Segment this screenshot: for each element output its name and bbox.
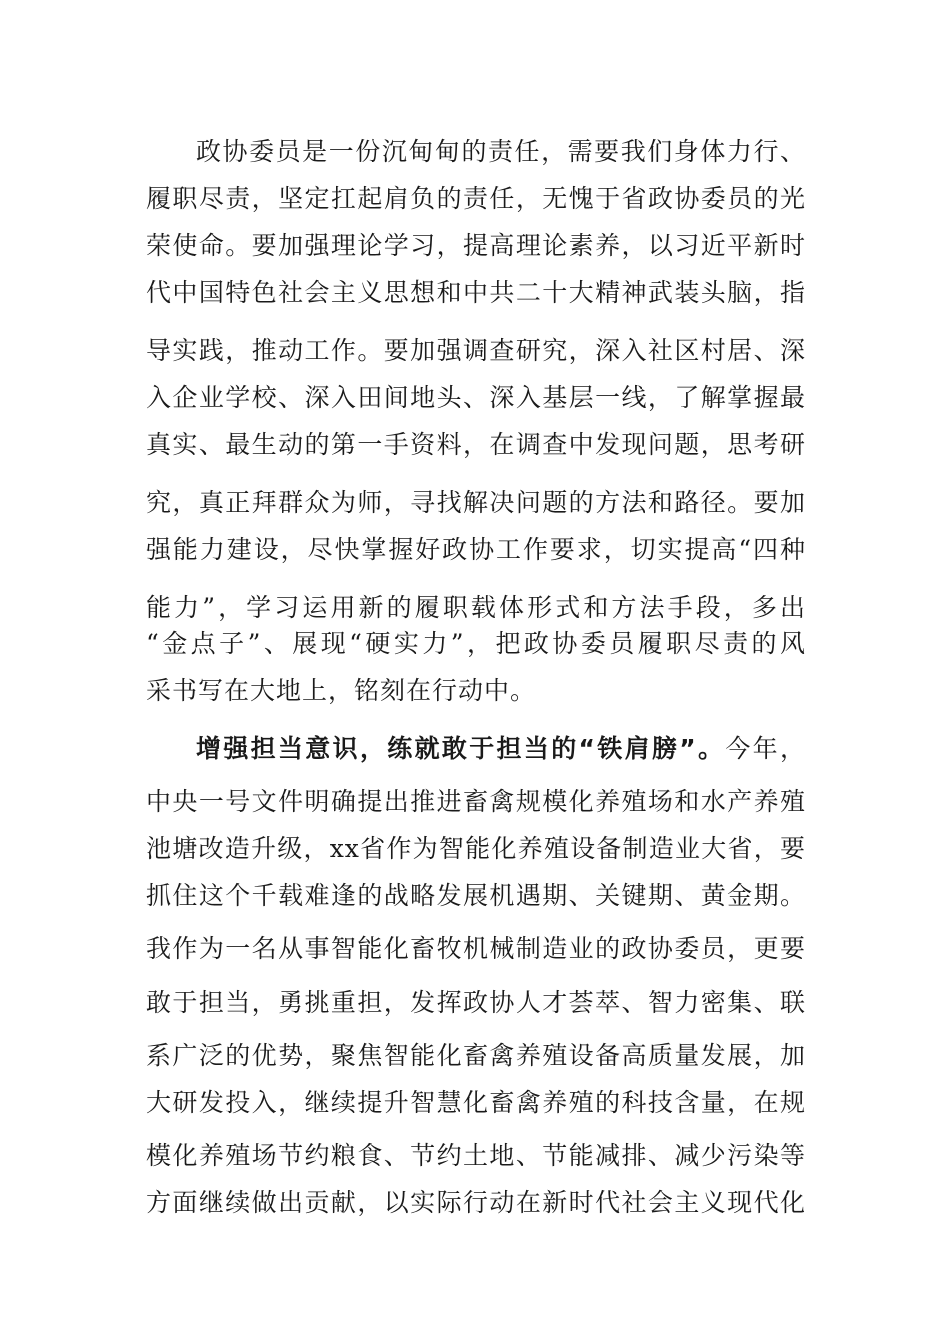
paragraph-1-line-6: 入企业学校、深入田间地头、深入基层一线，了解掌握最: [146, 383, 806, 412]
paragraph-2-line-1: [196, 731, 806, 767]
paragraph-2-line-10: 方面继续做出贡献，以实际行动在新时代社会主义现代化: [146, 1188, 806, 1217]
paragraph-2-line-7: 系广泛的优势，聚焦智能化畜禽养殖设备高质量发展，加: [146, 1041, 806, 1070]
paragraph-2-line-3: 池塘改造升级，xx省作为智能化养殖设备制造业大省，要: [146, 834, 806, 863]
paragraph-2-line-8: 大研发投入，继续提升智慧化畜禽养殖的科技含量，在规: [146, 1088, 806, 1117]
paragraph-2-heading: 增强担当意识，练就敢于担当的“铁肩膀”。: [196, 734, 726, 763]
paragraph-1-line-9: 强能力建设，尽快掌握好政协工作要求，切实提高“四种: [146, 535, 806, 564]
paragraph-2-line-9: 模化养殖场节约粮食、节约土地、节能减排、减少污染等: [146, 1141, 806, 1170]
paragraph-2-line-6: 敢于担当，勇挑重担，发挥政协人才荟萃、智力密集、联: [146, 988, 806, 1017]
paragraph-1-line-3: 荣使命。要加强理论学习，提高理论素养，以习近平新时: [146, 231, 806, 260]
paragraph-2-line-4: 抓住这个千载难逢的战略发展机遇期、关键期、黄金期。: [146, 881, 806, 910]
paragraph-1-line-7: 真实、最生动的第一手资料，在调查中发现问题，思考研: [146, 430, 806, 459]
paragraph-1-line-4: 代中国特色社会主义思想和中共二十大精神武装头脑，指: [146, 278, 806, 307]
paragraph-1-line-10: 能力”，学习运用新的履职载体形式和方法手段，多出: [146, 593, 806, 622]
paragraph-1-line-2: 履职尽责，坚定扛起肩负的责任，无愧于省政协委员的光: [146, 184, 806, 213]
paragraph-2-first-line-rest: 今年，: [725, 734, 806, 763]
paragraph-2-line-2: 中央一号文件明确提出推进畜禽规模化养殖场和水产养殖: [146, 787, 806, 816]
paragraph-1-line-5: 导实践，推动工作。要加强调查研究，深入社区村居、深: [146, 336, 806, 365]
paragraph-1-line-11: “金点子”、展现“硬实力”，把政协委员履职尽责的风: [146, 629, 806, 658]
paragraph-1-line-8: 究，真正拜群众为师，寻找解决问题的方法和路径。要加: [146, 488, 806, 517]
paragraph-1-line-1: 政协委员是一份沉甸甸的责任，需要我们身体力行、: [196, 137, 806, 166]
paragraph-2-line-5: 我作为一名从事智能化畜牧机械制造业的政协委员，更要: [146, 934, 806, 963]
paragraph-1-line-12: 采书写在大地上，铭刻在行动中。: [146, 676, 537, 705]
